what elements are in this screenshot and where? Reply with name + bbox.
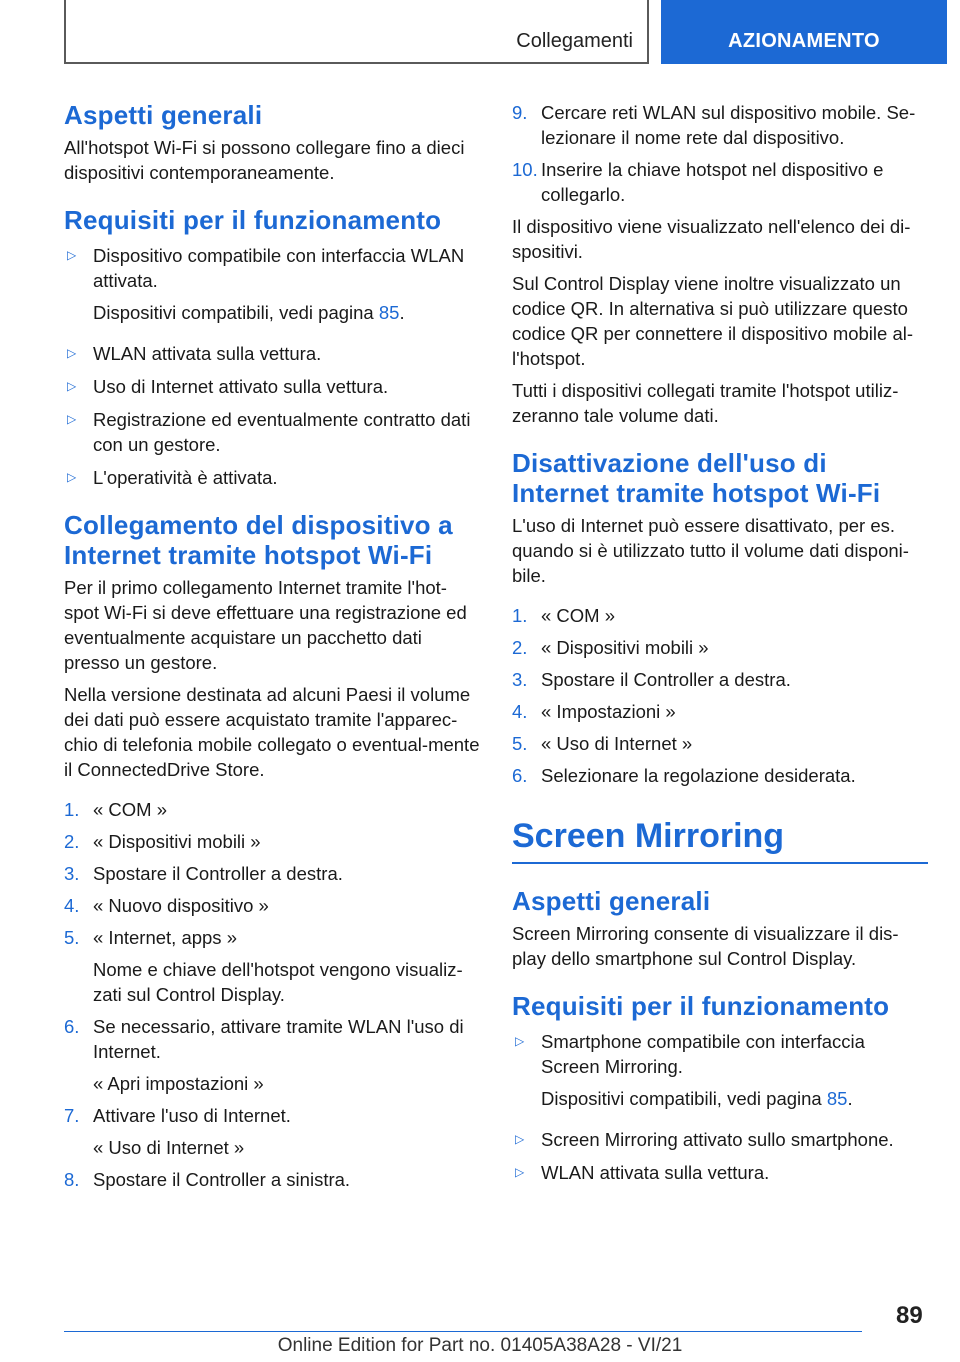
- step-number: 4.: [512, 701, 528, 722]
- list-item: ▷ Smartphone compatibile con interfaccia Screen Mirroring.: [515, 1031, 865, 1077]
- step-item: 2. « Dispositivi mobili »: [64, 831, 261, 852]
- step-item: 8. Spostare il Controller a sinistra.: [64, 1169, 351, 1190]
- list-item: ▷ Registrazione ed eventualmente contratto dati con un gestore.: [67, 409, 471, 455]
- list-item: ▷ L'operatività è attivata.: [67, 467, 278, 488]
- left-column: [64, 100, 480, 1192]
- step-number: 1.: [512, 605, 528, 626]
- list-item: ▷ Dispositivo compatibile con interfaccia WLAN attivata.: [67, 245, 465, 291]
- list-subnote: Dispositivi compatibili, vedi pagina 85.: [541, 1088, 853, 1109]
- step-item: 3. Spostare il Controller a destra.: [64, 863, 343, 884]
- list-item: ▷ Uso di Internet attivato sulla vettura.: [67, 376, 389, 397]
- heading-mirroring-general: Aspetti generali: [512, 886, 711, 916]
- step-number: 6.: [512, 765, 528, 786]
- bullet-triangle-icon: ▷: [67, 412, 77, 426]
- step-item: 5. « Uso di Internet »: [512, 733, 693, 754]
- bullet-triangle-icon: ▷: [515, 1165, 525, 1179]
- heading-connect: Collegamento del dispositivo a Internet tramite hotspot Wi-Fi: [64, 510, 453, 570]
- step-number: 6.: [64, 1016, 80, 1037]
- step-subnote: Nome e chiave dell'hotspot vengono visualiz-zati sul Control Display.: [93, 959, 463, 1005]
- step-number: 2.: [512, 637, 528, 658]
- bullet-triangle-icon: ▷: [515, 1132, 525, 1146]
- step-item: 2. « Dispositivi mobili »: [512, 637, 709, 658]
- bullet-triangle-icon: ▷: [67, 470, 77, 484]
- right-column: [512, 100, 928, 1185]
- header-section-title: Collegamenti: [516, 30, 633, 52]
- step-item: 5. « Internet, apps »: [64, 927, 237, 948]
- heading-mirroring-requirements: Requisiti per il funzionamento: [512, 991, 890, 1021]
- bullet-triangle-icon: ▷: [515, 1034, 525, 1048]
- heading-general: Aspetti generali: [64, 100, 263, 130]
- header-chapter-title: AZIONAMENTO: [728, 30, 880, 52]
- step-number: 9.: [512, 102, 528, 123]
- step-number: 3.: [512, 669, 528, 690]
- step-item: 3. Spostare il Controller a destra.: [512, 669, 791, 690]
- list-item: ▷ WLAN attivata sulla vettura.: [67, 343, 322, 364]
- footer-edition: Online Edition for Part no. 01405A38A28 - VI/21: [277, 1335, 683, 1356]
- step-item: 1. « COM »: [512, 605, 616, 626]
- paragraph-disable: L'uso di Internet può essere disattivato, per es. quando si è utilizzato tutto il volume dati disponi-bile.: [512, 515, 909, 586]
- page-reference-link[interactable]: 85: [378, 302, 400, 323]
- step-item: 7. Attivare l'uso di Internet.: [64, 1105, 291, 1126]
- list-item: ▷ Screen Mirroring attivato sullo smartphone.: [515, 1129, 894, 1150]
- step-number: 1.: [64, 799, 80, 820]
- step-number: 10.: [512, 159, 538, 180]
- step-subnote: « Apri impostazioni »: [93, 1073, 264, 1094]
- step-number: 5.: [512, 733, 528, 754]
- paragraph-data-volume: Tutti i dispositivi collegati tramite l'hotspot utiliz-zeranno tale volume dati.: [512, 380, 899, 426]
- step-item: 4. « Nuovo dispositivo »: [64, 895, 269, 916]
- paragraph-connect-1: Per il primo collegamento Internet tramite l'hot-spot Wi-Fi si deve effettuare una registrazione ed eventualmente acquistare un pacchetto dati presso un gestore.: [64, 577, 467, 673]
- heading-requirements: Requisiti per il funzionamento: [64, 205, 442, 235]
- paragraph-connect-2: Nella versione destinata ad alcuni Paesi il volume dei dati può essere acquistato tramite l'apparec-chio di telefonia mobile collegato o eventual-mente il ConnectedDrive Store.: [64, 684, 480, 780]
- step-item: 1. « COM »: [64, 799, 168, 820]
- header-chapter-tab: [661, 0, 947, 64]
- step-number: 2.: [64, 831, 80, 852]
- list-subnote: Dispositivi compatibili, vedi pagina 85.: [93, 302, 405, 323]
- step-subnote: « Uso di Internet »: [93, 1137, 245, 1158]
- paragraph-qr-code: Sul Control Display viene inoltre visualizzato un codice QR. In alternativa si può utilizzare questo codice QR per connettere il dispositivo mobile al-l'hotspot.: [512, 273, 914, 369]
- bullet-triangle-icon: ▷: [67, 379, 77, 393]
- step-item: 6. Se necessario, attivare tramite WLAN l'uso di Internet.: [64, 1016, 464, 1062]
- heading-screen-mirroring: Screen Mirroring: [512, 816, 928, 864]
- list-item: ▷ WLAN attivata sulla vettura.: [515, 1162, 770, 1183]
- paragraph-mirroring-general: Screen Mirroring consente di visualizzare il dis-play dello smartphone sul Control Display.: [512, 923, 899, 969]
- step-item: 6. Selezionare la regolazione desiderata.: [512, 765, 856, 786]
- step-item: 4. « Impostazioni »: [512, 701, 676, 722]
- step-number: 4.: [64, 895, 80, 916]
- footer-divider: [64, 1331, 862, 1332]
- bullet-triangle-icon: ▷: [67, 346, 77, 360]
- step-number: 3.: [64, 863, 80, 884]
- paragraph-general: All'hotspot Wi-Fi si possono collegare fino a dieci dispositivi contemporaneamente.: [64, 137, 465, 183]
- bullet-triangle-icon: ▷: [67, 248, 77, 262]
- paragraph-device-list: Il dispositivo viene visualizzato nell'elenco dei di-spositivi.: [512, 216, 911, 262]
- step-number: 8.: [64, 1169, 80, 1190]
- step-number: 5.: [64, 927, 80, 948]
- page-reference-link[interactable]: 85: [826, 1088, 848, 1109]
- step-item: 9. Cercare reti WLAN sul dispositivo mobile. Se-lezionare il nome rete dal dispositivo.: [512, 102, 916, 148]
- page-number: 89: [896, 1302, 923, 1329]
- step-item: 10. Inserire la chiave hotspot nel dispositivo e collegarlo.: [512, 159, 884, 205]
- heading-disable: Disattivazione dell'uso di Internet tramite hotspot Wi-Fi: [512, 448, 881, 508]
- header-section-box: [64, 0, 649, 64]
- step-number: 7.: [64, 1105, 80, 1126]
